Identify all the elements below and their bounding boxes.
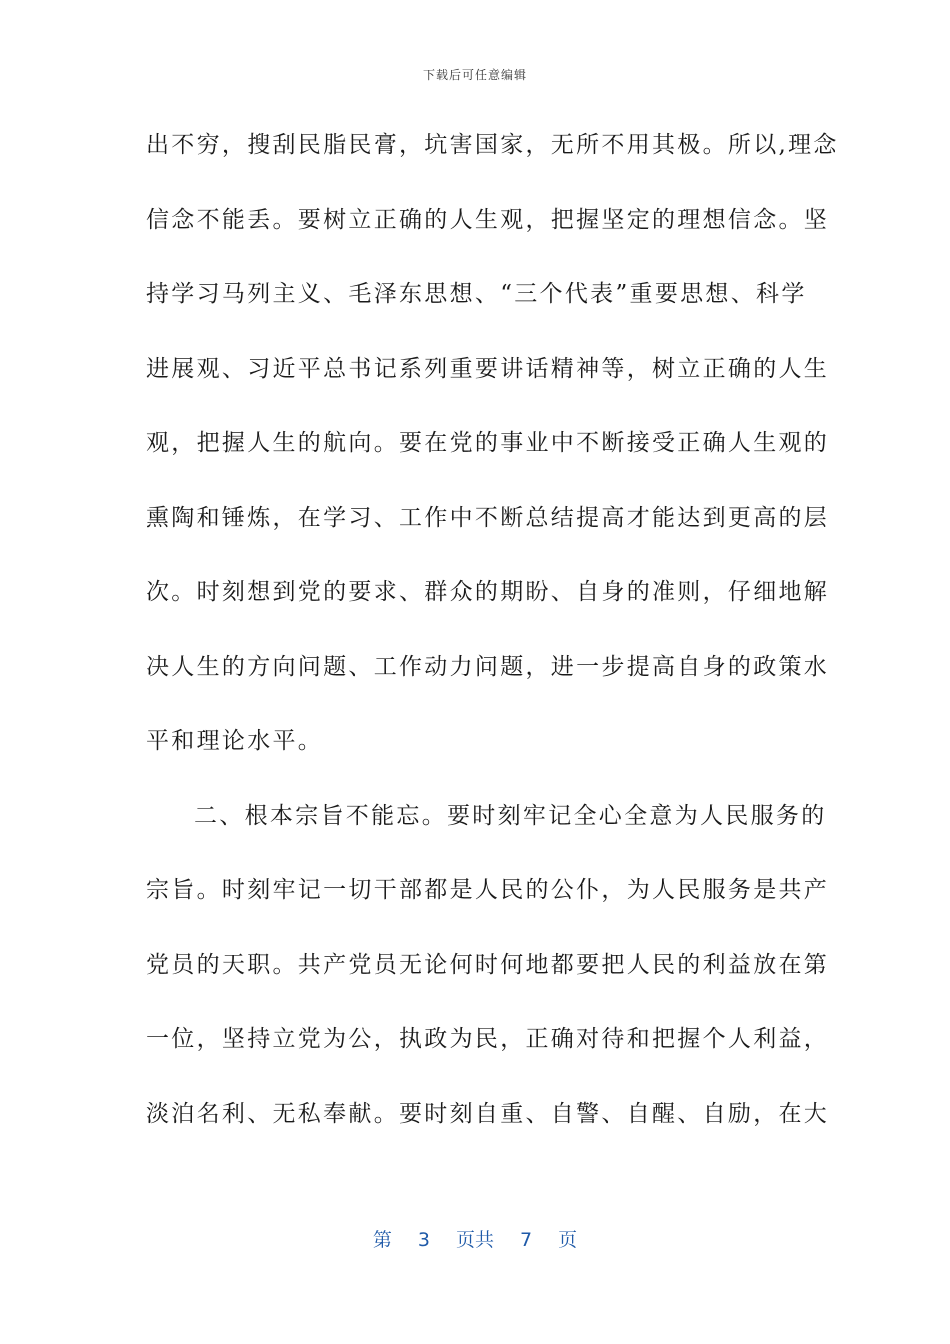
footer-suffix: 页 xyxy=(558,1229,578,1251)
text-line: 宗旨。时刻牢记一切干部都是人民的公仆，为人民服务是共产 xyxy=(146,877,830,903)
text-line: 二、根本宗旨不能忘。要时刻牢记全心全意为人民服务的 xyxy=(194,802,827,829)
text-line: 淡泊名利、无私奉献。要时刻自重、自警、自醒、自励，在大 xyxy=(146,1100,830,1127)
text-line: 决人生的方向问题、工作动力问题，进一步提高自身的政策水 xyxy=(146,653,830,680)
current-page-number: 3 xyxy=(417,1229,430,1251)
text-line: 信念不能丢。要树立正确的人生观，把握坚定的理想信念。坚 xyxy=(146,206,830,233)
text-line: 出不穷，搜刮民脂民膏，坑害国家，无所不用其极。所以,理念 xyxy=(146,132,839,158)
text-line: 观，把握人生的航向。要在党的事业中不断接受正确人生观的 xyxy=(146,430,830,456)
page-footer xyxy=(0,1225,950,1252)
footer-prefix: 第 xyxy=(372,1229,392,1251)
text-line: 进展观、习近平总书记系列重要讲话精神等，树立正确的人生 xyxy=(146,355,830,382)
text-line: 持学习马列主义、毛泽东思想、“三个代表”重要思想、科学 xyxy=(146,281,807,307)
document-body xyxy=(146,120,839,1163)
total-pages-number: 7 xyxy=(520,1229,533,1251)
footer-middle: 页共 xyxy=(455,1229,494,1251)
text-line: 平和理论水平。 xyxy=(146,728,324,754)
text-line: 熏陶和锤炼，在学习、工作中不断总结提高才能达到更高的层 xyxy=(146,504,830,531)
text-line: 党员的天职。共产党员无论何时何地都要把人民的利益放在第 xyxy=(146,951,830,978)
text-line: 一位，坚持立党为公，执政为民，正确对待和把握个人利益， xyxy=(146,1026,830,1052)
page-header: 下载后可任意编辑 xyxy=(422,68,527,82)
text-line: 次。时刻想到党的要求、群众的期盼、自身的准则，仔细地解 xyxy=(146,579,830,605)
